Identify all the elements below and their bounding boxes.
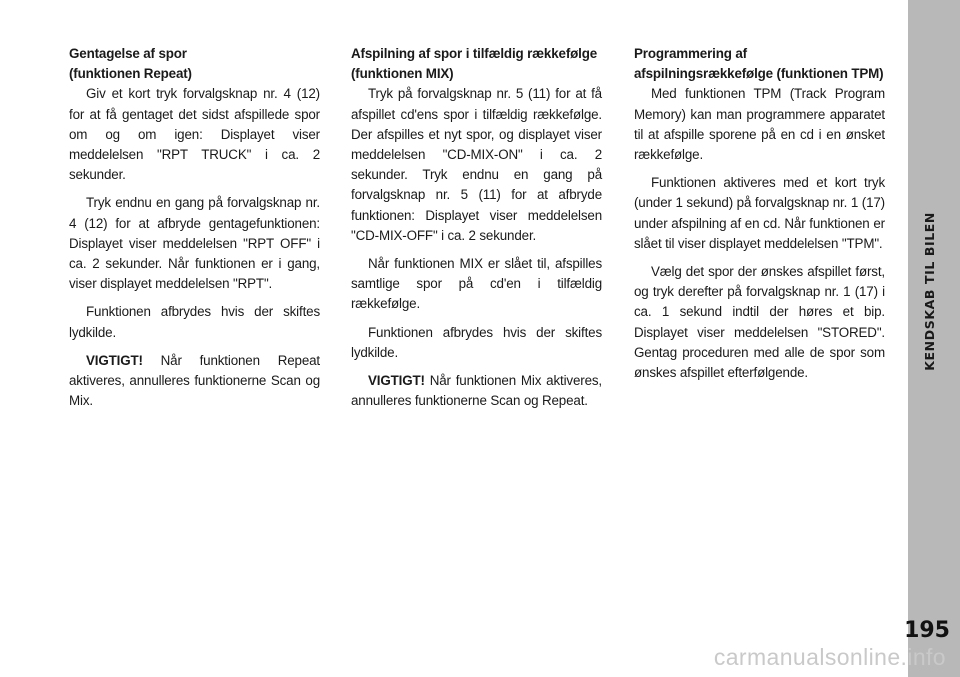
heading-line: (funktionen Repeat) <box>69 66 192 82</box>
heading-line: Gentagelse af spor <box>69 46 187 61</box>
page-number: 195 <box>904 618 950 643</box>
warning-paragraph <box>69 351 320 412</box>
column-repeat <box>69 44 320 419</box>
paragraph: Funktionen afbrydes hvis der skiftes lydkilde. <box>69 304 320 340</box>
warning-label: VIGTIGT! <box>86 352 143 368</box>
paragraph: Funktionen aktiveres med et kort tryk (under 1 sekund) på forvalgsknap nr. 1 (17) under afspilning af en cd. Når funktionen er slået til viser displayet meddelelsen "TPM". <box>634 175 885 251</box>
section-heading-repeat <box>69 44 320 84</box>
paragraph: Når funktionen MIX er slået til, afspilles samtlige spor på cd'en i tilfældig rækkefølge. <box>351 256 602 312</box>
warning-paragraph <box>351 371 602 411</box>
section-heading-mix: Afspilning af spor i tilfældig rækkefølge (funktionen MIX) <box>351 46 598 82</box>
warning-text: Når funktionen Repeat aktiveres, annulleres funktionerne Scan og Mix. <box>69 352 320 409</box>
chapter-title: KENDSKAB TIL BILEN <box>922 212 937 371</box>
warning-text: Når funktionen Mix aktiveres, annulleres funktionerne Scan og Repeat. <box>351 373 602 409</box>
column-tpm <box>634 44 885 391</box>
paragraph: Tryk på forvalgsknap nr. 5 (11) for at få afspillet cd'ens spor i tilfældig rækkefølge. Der afspilles et nyt spor, og displayet viser meddelelsen "CD-MIX-ON" i ca. 2 sekunder. Tryk endnu en gang på forvalgsknap nr. 5 (11) for at afbryde funktionen: Displayet viser meddelelsen "CD-MIX-OFF" i ca. 2 sekunder. <box>351 86 602 243</box>
section-heading-tpm: Programmering af afspilningsrækkefølge (funktionen TPM) <box>634 46 884 82</box>
column-mix <box>351 44 602 419</box>
warning-label: VIGTIGT! <box>368 373 425 389</box>
paragraph: Funktionen afbrydes hvis der skiftes lydkilde. <box>351 324 602 360</box>
paragraph: Vælg det spor der ønskes afspillet først, og tryk derefter på forvalgsknap nr. 1 (17) i ca. 1 sekund indtil der høres et bip. Displayet viser meddelelsen "STORED". Gentag proceduren med alle de spor som ønskes afspillet efterfølgende. <box>634 264 885 381</box>
watermark: carmanualsonline.info <box>713 644 946 670</box>
paragraph: Med funktionen TPM (Track Program Memory) kan man programmere apparatet til at afspille sporene på en cd i en ønsket rækkefølge. <box>634 86 885 163</box>
paragraph: Tryk endnu en gang på forvalgsknap nr. 4 (12) for at afbryde gentagefunktionen: Displayet viser meddelelsen "RPT OFF" i ca. 2 sekunder. Når funktionen er i gang, viser displayet meddelelsen "RPT". <box>69 195 320 292</box>
chapter-sidebar <box>904 0 960 677</box>
paragraph: Giv et kort tryk forvalgsknap nr. 4 (12) for at få gentaget det sidst afspillede spor om og om igen: Displayet viser meddelelsen "RPT TRUCK" i ca. 2 sekunder. <box>69 86 320 183</box>
